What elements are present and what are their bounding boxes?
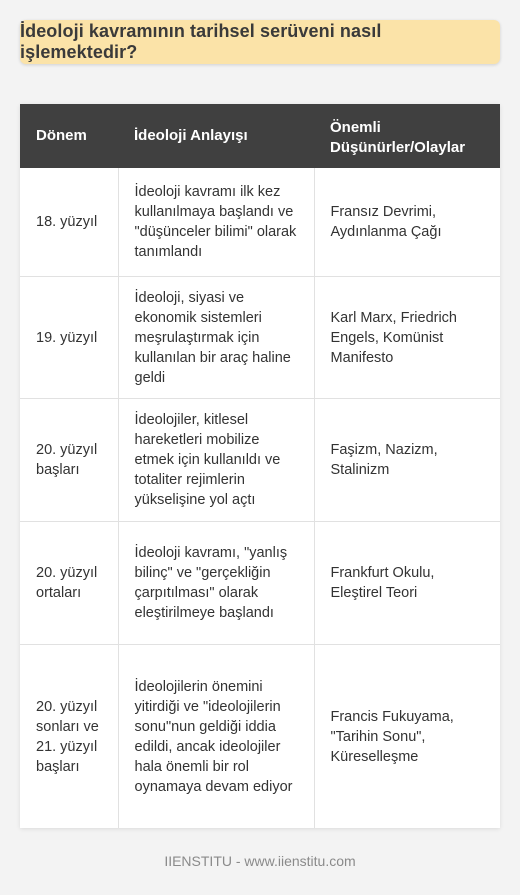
header-period: Dönem bbox=[20, 104, 118, 168]
cell-concept: İdeolojiler, kitlesel hareketleri mobilize etmek için kullanıldı ve totaliter rejimlerin yükselişine yol açtı bbox=[118, 399, 314, 522]
history-table-container bbox=[20, 104, 500, 828]
header-concept: İdeoloji Anlayışı bbox=[118, 104, 314, 168]
cell-figures: Faşizm, Nazizm, Stalinizm bbox=[314, 399, 500, 522]
table-row bbox=[20, 522, 500, 645]
cell-concept: İdeoloji kavramı, "yanlış bilinç" ve "gerçekliğin çarpıtılması" olarak eleştirilmeye başlandı bbox=[118, 522, 314, 645]
cell-period: 19. yüzyıl bbox=[20, 277, 118, 399]
cell-concept: İdeolojilerin önemini yitirdiği ve "ideolojilerin sonu"nun geldiği iddia edildi, ancak ideolojiler hala önemli bir rol oynamaya devam ediyor bbox=[118, 645, 314, 829]
cell-period: 20. yüzyıl başları bbox=[20, 399, 118, 522]
title-banner bbox=[20, 20, 500, 64]
page-title: İdeoloji kavramının tarihsel serüveni nasıl işlemektedir? bbox=[20, 21, 382, 62]
cell-figures: Francis Fukuyama, "Tarihin Sonu", Küreselleşme bbox=[314, 645, 500, 829]
table-row bbox=[20, 277, 500, 399]
cell-figures: Karl Marx, Friedrich Engels, Komünist Manifesto bbox=[314, 277, 500, 399]
header-figures: Önemli Düşünürler/Olaylar bbox=[314, 104, 500, 168]
cell-period: 20. yüzyıl sonları ve 21. yüzyıl başları bbox=[36, 698, 99, 775]
table-row bbox=[20, 645, 500, 829]
cell-concept: İdeoloji, siyasi ve ekonomik sistemleri meşrulaştırmak için kullanılan bir araç haline geldi bbox=[118, 277, 314, 399]
cell-figures: Frankfurt Okulu, Eleştirel Teori bbox=[314, 522, 500, 645]
table-row bbox=[20, 168, 500, 277]
cell-concept: İdeoloji kavramı ilk kez kullanılmaya başlandı ve "düşünceler bilimi" olarak tanımlandı bbox=[118, 168, 314, 277]
table-header-row bbox=[20, 104, 500, 168]
history-table bbox=[20, 104, 500, 828]
cell-period: 18. yüzyıl bbox=[20, 168, 118, 277]
cell-figures: Fransız Devrimi, Aydınlanma Çağı bbox=[314, 168, 500, 277]
cell-period: 20. yüzyıl ortaları bbox=[20, 522, 118, 645]
footer-credit: IIENSTITU - www.iienstitu.com bbox=[164, 853, 356, 869]
table-row bbox=[20, 399, 500, 522]
